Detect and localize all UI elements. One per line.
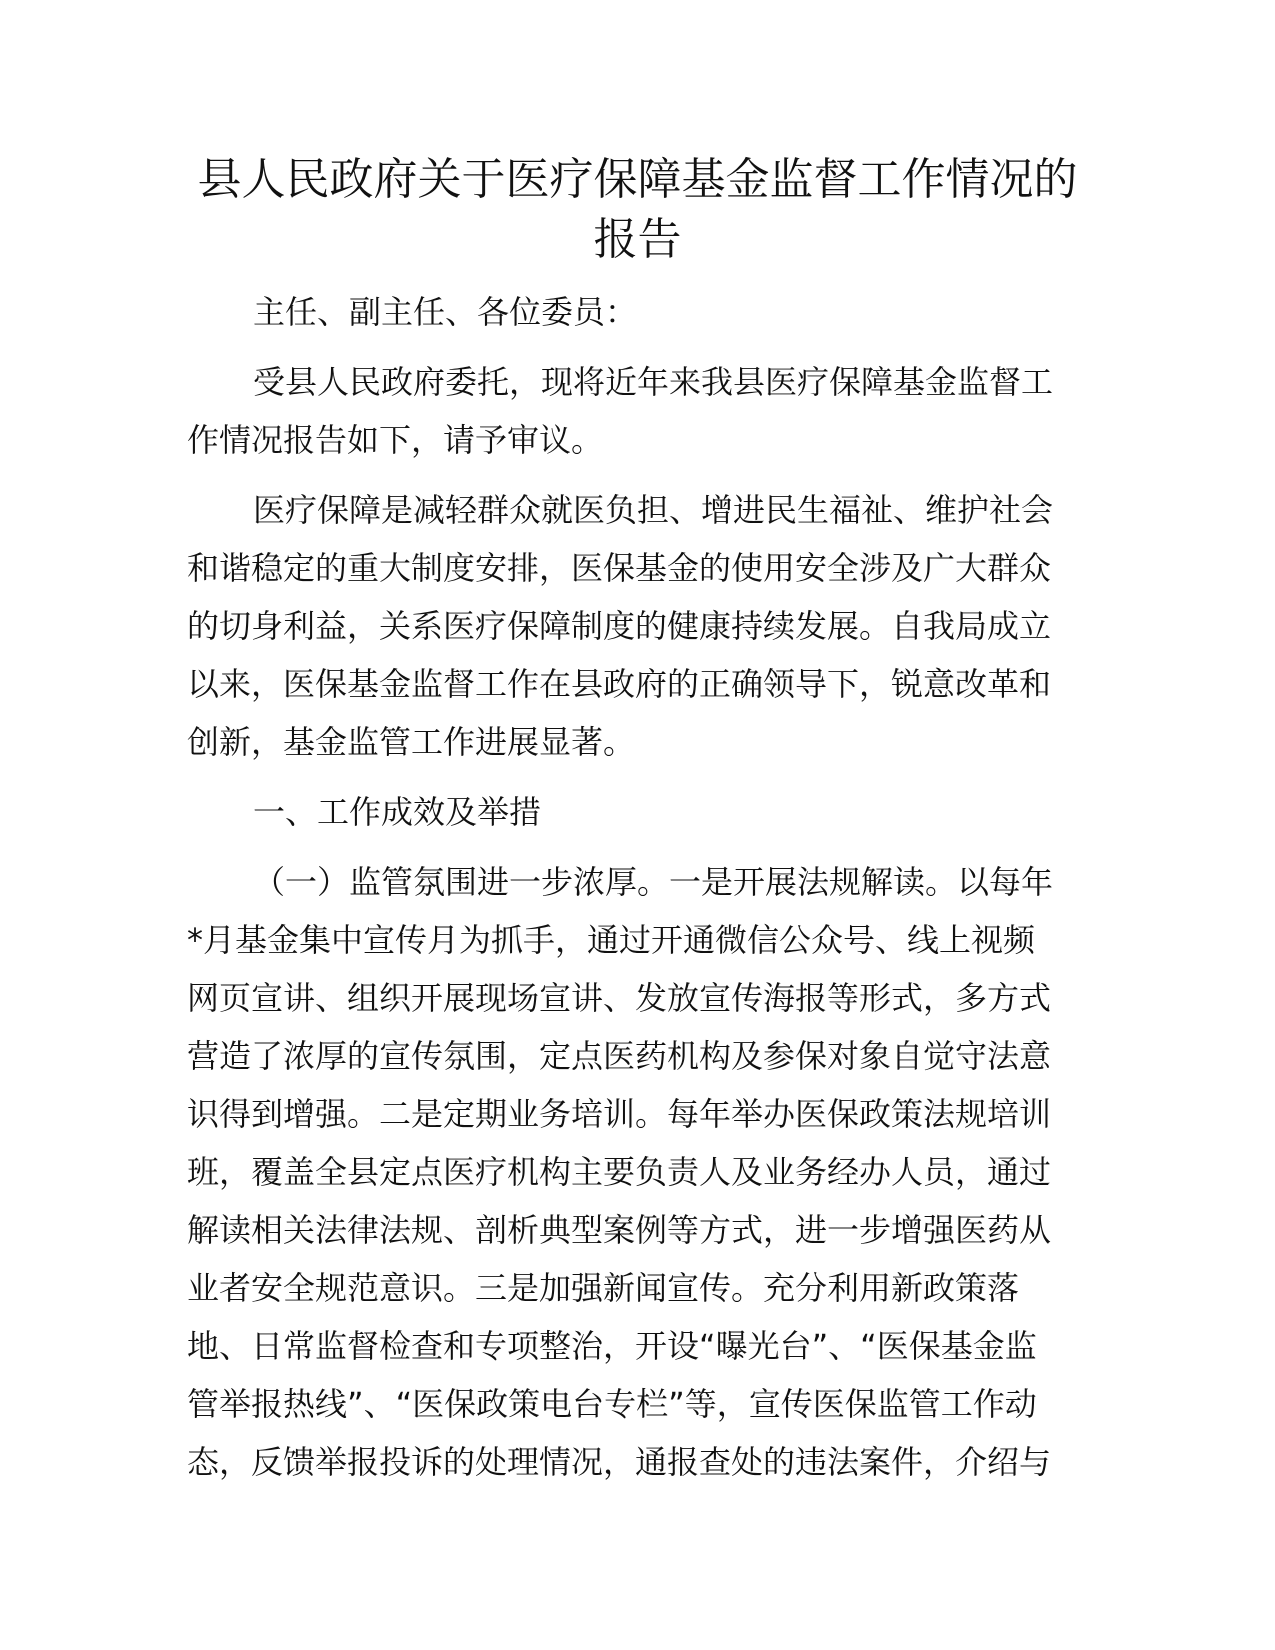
document-title	[150, 150, 1125, 270]
paragraph-line: *月基金集中宣传月为抓手，通过开通微信公众号、线上视频	[187, 921, 1036, 959]
paragraph-line: 班，覆盖全县定点医疗机构主要负责人及业务经办人员，通过	[187, 1153, 1052, 1191]
salutation: 主任、副主任、各位委员：	[253, 293, 638, 331]
paragraph-line: 地、日常监督检查和专项整治，开设“曝光台”、“医保基金监	[187, 1327, 1037, 1365]
paragraph-line: 营造了浓厚的宣传氛围，定点医药机构及参保对象自觉守法意	[187, 1037, 1052, 1075]
title-line: 报告	[593, 214, 682, 265]
paragraph-line: 以来，医保基金监督工作在县政府的正确领导下，锐意改革和	[187, 665, 1052, 703]
paragraph-gap	[187, 469, 1092, 481]
paragraph-line: 医疗保障是减轻群众就医负担、增进民生福祉、维护社会	[253, 491, 1054, 529]
paragraph-gap	[187, 771, 1092, 783]
paragraph-line: 识得到增强。二是定期业务培训。每年举办医保政策法规培训	[187, 1095, 1052, 1133]
paragraph-line: 管举报热线”、“医保政策电台专栏”等，宣传医保监管工作动	[187, 1385, 1037, 1423]
paragraph-measures	[187, 853, 1092, 1491]
title-line: 县人民政府关于医疗保障基金监督工作情况的	[197, 154, 1078, 205]
paragraph-gap	[187, 341, 1092, 353]
paragraph-line: 和谐稳定的重大制度安排，医保基金的使用安全涉及广大群众	[187, 549, 1052, 587]
paragraph-line: （一）监管氛围进一步浓厚。一是开展法规解读。以每年	[253, 863, 1054, 901]
paragraph-line: 解读相关法律法规、剖析典型案例等方式，进一步增强医药从	[187, 1211, 1052, 1249]
paragraph-intro	[187, 353, 1092, 469]
section-heading-text: 一、工作成效及举措	[253, 793, 542, 831]
paragraph-line: 创新，基金监管工作进展显著。	[187, 723, 636, 761]
paragraph-gap	[187, 841, 1092, 853]
document-body	[187, 283, 1092, 1491]
paragraph-line: 态，反馈举报投诉的处理情况，通报查处的违法案件，介绍与	[187, 1443, 1052, 1481]
paragraph-line: 网页宣讲、组织开展现场宣讲、发放宣传海报等形式，多方式	[187, 979, 1052, 1017]
paragraph-line: 业者安全规范意识。三是加强新闻宣传。充分利用新政策落	[187, 1269, 1020, 1307]
paragraph-line: 的切身利益，关系医疗保障制度的健康持续发展。自我局成立	[187, 607, 1052, 645]
section-heading	[187, 783, 1092, 841]
paragraph-line: 受县人民政府委托，现将近年来我县医疗保障基金监督工	[253, 363, 1054, 401]
paragraph-background	[187, 481, 1092, 771]
paragraph-line: 作情况报告如下，请予审议。	[187, 421, 604, 459]
